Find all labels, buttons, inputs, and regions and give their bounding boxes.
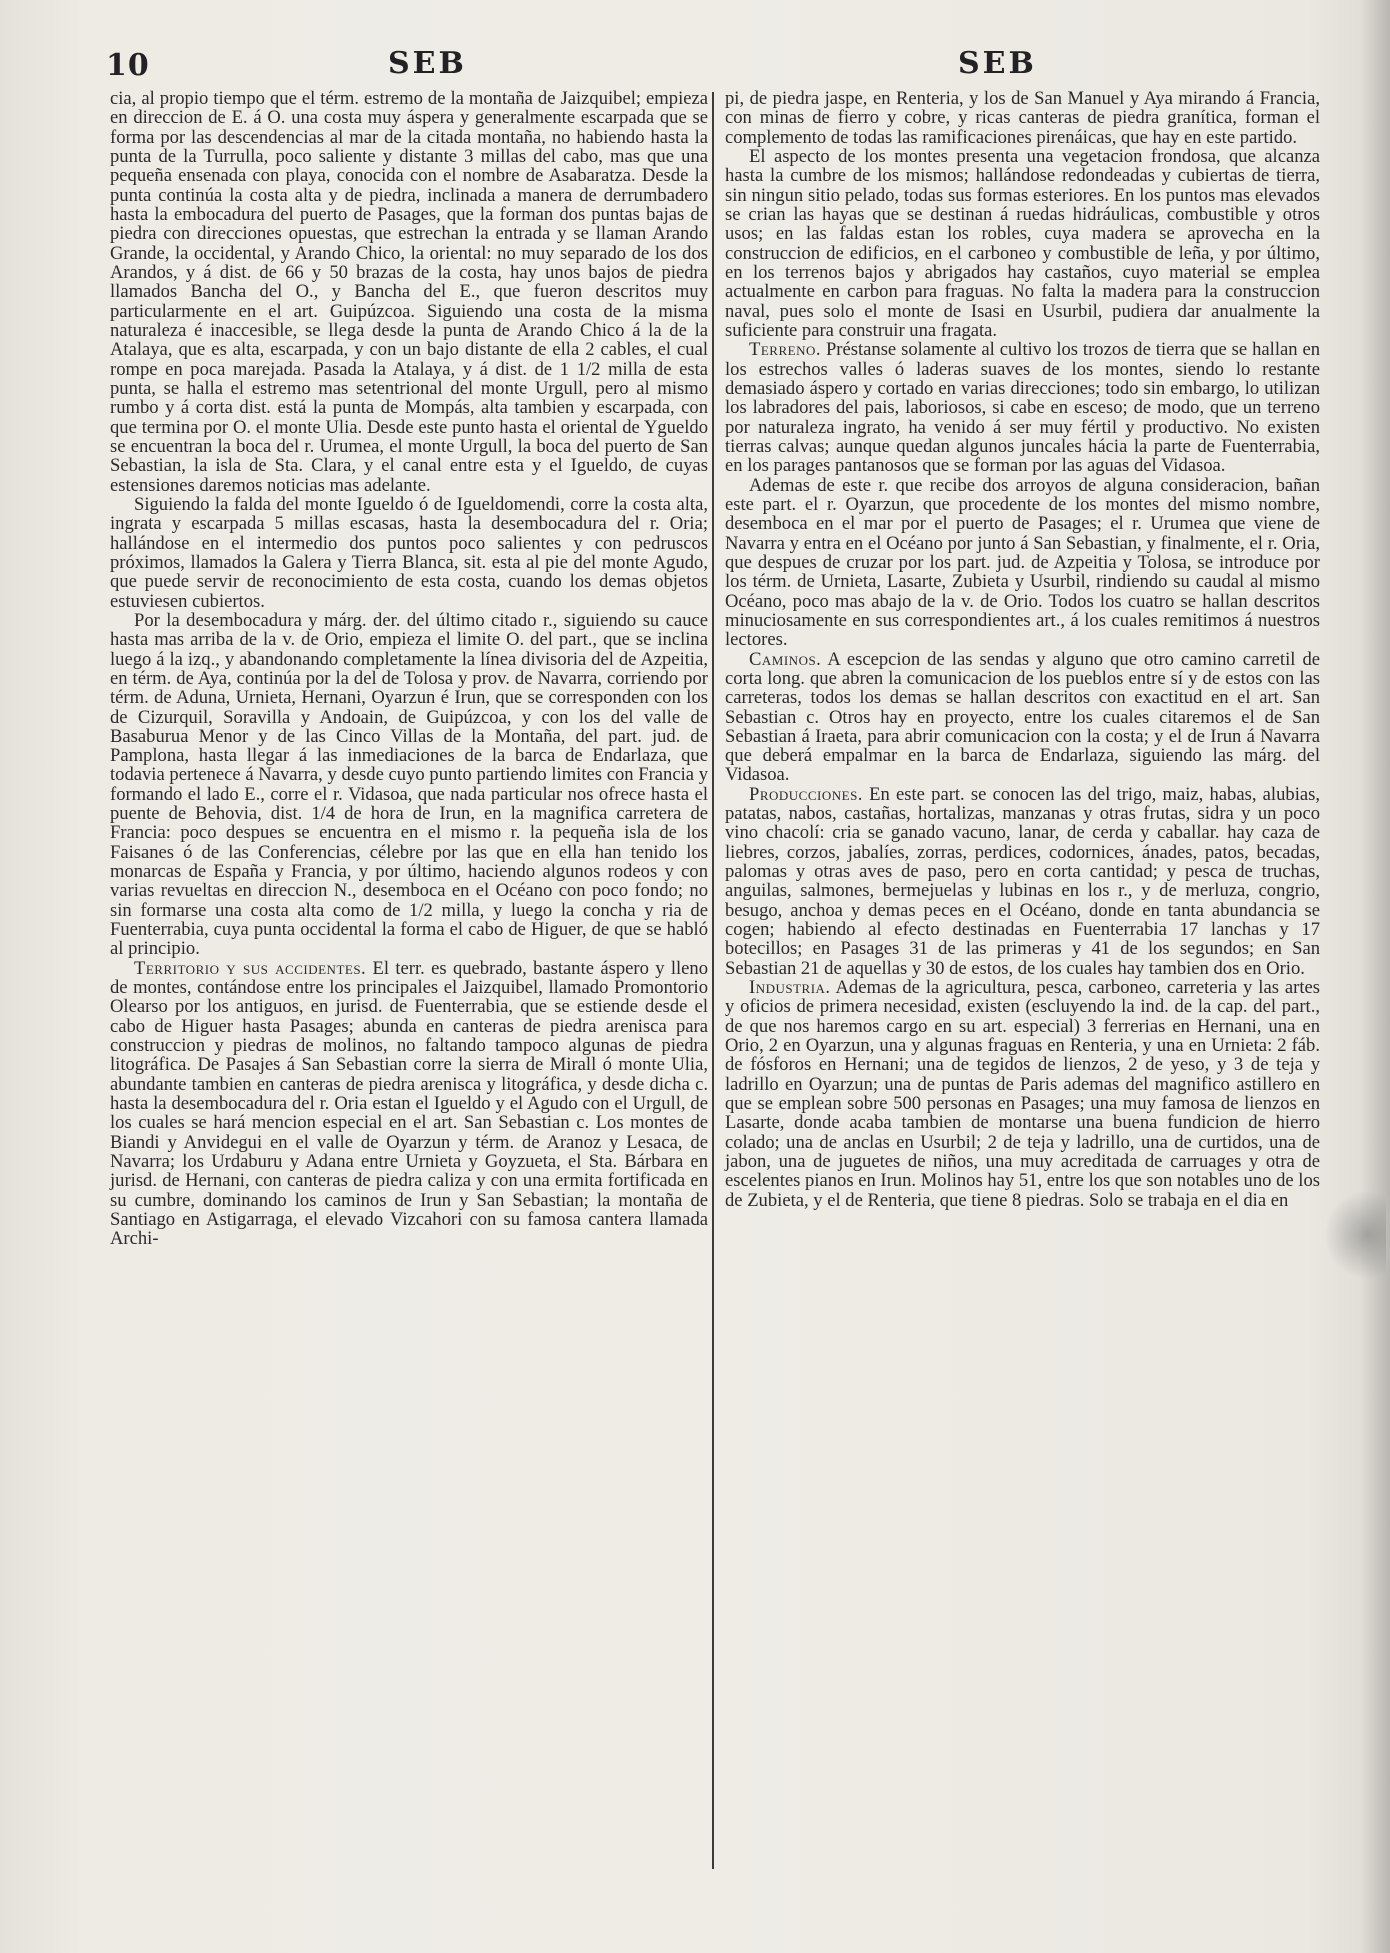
right-paragraph-4: Ademas de este r. que recibe dos arroyos de alguna consideracion, bañan este part. el r. Oyarzun, que procedente de los montes del mismo nombre, desemboca en el mar por el puerto de Pasages; el r. Urumea que viene de Navarra y entra en el Océano por junto á San Sebastian, y finalmente, el r. Oria, que despues de cruzar por los part. jud. de Azpeitia y Tolosa, se introduce por los térm. de Urnieta, Lasarte, Zubieta y Usurbil, rindiendo su caudal al mismo Océano, poco mas abajo de la v. de Orio. Todos los cuatro se hallan descritos minuciosamente en sus correspondientes art., á los cuales remitimos á nuestros lectores. (725, 474, 1320, 651)
page-stain (1324, 1190, 1386, 1280)
left-paragraph-4 (110, 959, 708, 1249)
section-text-producciones: En este part. se conocen las del trigo, maiz, habas, alubias, patatas, nabos, castañas, hortalizas, manzanas y otras frutas, sidra y un poco vino chacolí: cria se ganado vacuno, lanar, de cerda y caballar. hay caza de liebres, corzos, jabalíes, zorras, perdices, codornices, ánades, patos, becadas, palomas y otras aves de paso, pero en corta cantidad; y pesca de truchas, anguilas, salmones, bermejuelas y lubinas en los r., y de merluza, congrio, besugo, anchoa y demas peces en el Océano, donde en tanta abundancia se cogen; habiendo al efecto destinadas en Fuenterrabia 17 lanchas y 17 botecillos; en Pasages 31 de las primeras y 41 de los segundos; en San Sebastian 21 de aquellas y 30 de estos, de los cuales hay tambien dos en Orio. (725, 783, 1320, 979)
page-number: 10 (106, 48, 150, 83)
page-edge-shadow (1360, 0, 1390, 1953)
section-heading-producciones: Producciones. (749, 783, 863, 805)
running-head-left: SEB (388, 46, 467, 81)
right-paragraph-6 (725, 785, 1320, 978)
left-paragraph-2: Siguiendo la falda del monte Igueldo ó de Igueldomendi, corre la costa alta, ingrata y escarpada 5 millas escasas, hasta la desembocadura del r. Oria; hallándose en el intermedio dos puntos poco salientes y con pedruscos próximos, llamados la Galera y Tierra Blanca, sit. esta al pie del monte Agudo, que puede servir de reconocimiento de esta costa, cuando los demas objetos estuviesen cubiertos. (110, 493, 708, 612)
section-text-territorio: El terr. es quebrado, bastante áspero y lleno de montes, contándose entre los principales el Jaizquibel, llamado Promontorio Olearso por los antiguos, en jurisd. de Fuenterrabia, que se estiende desde el cabo de Higuer hasta Pasages; abunda en canteras de piedra arenisca para construccion y piedras de molinos, no faltando tampoco algunas de piedra litográfica. De Pasajes á San Sebastian corre la sierra de Mirall ó monte Ulia, abundante tambien en canteras de piedra arenisca y litográfica, y desde dicha c. hasta la desembocadura del r. Oria estan el Igueldo y el Agudo con el Urgull, de los cuales se hará mencion especial en el art. San Sebastian c. Los montes de Biandi y Anvidegui en el valle de Oyarzun y térm. de Aranoz y Lesaca, de Navarra; los Urdaburu y Adana entre Urnieta y Goyzueta, el Sta. Bárbara en jurisd. de Hernani, con canteras de piedra caliza y con una ermita fortificada en su cumbre, dominando los caminos de Irun y San Sebastian; la montaña de Santiago en Astigarraga, el elevado Vizcahori con su famosa cantera llamada Archi- (110, 957, 708, 1250)
right-paragraph-7 (725, 978, 1320, 1210)
left-paragraph-3: Por la desembocadura y márg. der. del último citado r., siguiendo su cauce hasta mas arriba de la v. de Orio, empieza el limite O. del part., que se inclina luego á la izq., y abandonando completamente la línea divisoria del de Azpeitia, en térm. de Aya, continúa por la del de Tolosa y prov. de Navarra, corriendo por térm. de Aduna, Urnieta, Hernani, Oyarzun é Irun, que se corresponden con los de Cizurquil, Soravilla y Andoain, de Guipúzcoa, y con los del valle de Basaburua Menor y de las Cinco Villas de la Montaña, del part. jud. de Pamplona, hasta llegar á las inmediaciones de la barca de Endarlaza, que todavia pertenece á Navarra, y desde cuyo punto partiendo limites con Francia y formando el lado E., corre el r. Vidasoa, que nada particular nos ofrece hasta el puente de Behovia, dist. 1/4 de hora de Irun, en la magnifica carretera de Francia: poco despues se encuentra en el mismo r. la pequeña isla de los Faisanes ó de las Conferencias, célebre por las que en ella han tenido los monarcas de España y Francia, y por último, haciendo algunos rodeos y con varias revueltas en direccion N., desemboca en el Océano con poco fondo; no sin formarse una costa alta como de 1/2 milla, y luego la concha y ria de Fuenterrabia, cuya punta occidental la forma el cabo de Higuer, de que se habló al principio. (110, 609, 708, 960)
section-text-terreno: Préstanse solamente al cultivo los trozos de tierra que se hallan en los estrechos valles ó laderas suaves de los montes, siendo lo restante demasiado áspero y cortado en varias direcciones; todo sin embargo, lo utilizan los labradores del pais, laboriosos, si cabe en esceso; de modo, que un terreno por naturaleza ingrato, ha venido á ser muy fértil y productivo. No existen tierras calvas; aunque quedan algunos juncales hácia la parte de Fuenterrabia, en los parages pantanosos que se forman por las aguas del Vidasoa. (725, 339, 1321, 477)
right-paragraph-5 (725, 650, 1320, 785)
right-paragraph-1: pi, de piedra jaspe, en Renteria, y los de San Manuel y Aya mirando á Francia, con minas de fierro y cobre, y ricas canteras de piedra granítica, forman el complemento de todas las ramificaciones pirenáicas, que hay en este partido. (725, 88, 1320, 148)
section-heading-territorio: Territorio y sus accidentes. (134, 957, 367, 979)
section-heading-industria: Industria. (749, 977, 831, 999)
section-heading-terreno: Terreno. (749, 339, 822, 361)
left-column (110, 89, 708, 1249)
right-paragraph-2: El aspecto de los montes presenta una vegetacion frondosa, que alcanza hasta la cumbre de los mismos; hallándose redondeadas y cubiertas de tierra, sin ningun sitio pelado, todas sus formas esteriores. En los puntos mas elevados se crian las hayas que se destinan á ruedas hidráulicas, combustible y otros usos; en las faldas estan los robles, cuya madera se aprovecha en la construccion de edificios, en el carboneo y combustible de leña, y por último, en los terrenos bajos y abrigados hay castaños, cuyo material se emplea actualmente en carbon para fraguas. No falta la madera para la construccion naval, pues solo el monte de Isasi en Usurbil, pudiera dar anualmente la suficiente para construir una fragata. (725, 145, 1320, 341)
running-head-right: SEB (958, 46, 1037, 81)
right-column (725, 89, 1320, 1210)
right-paragraph-3 (725, 340, 1320, 475)
section-text-industria: Ademas de la agricultura, pesca, carboneo, carreteria y las artes y oficios de primera necesidad, existen (escluyendo la ind. de la cap. del part., de que nos haremos cargo en su art. especial) 3 ferrerias en Hernani, una en Orio, 2 en Oyarzun, una y algunas fraguas en Renteria, y una en Urnieta: 2 fáb. de fósforos en Hernani; una de tegidos de lienzos, 2 de yeso, y 3 de teja y ladrillo en Oyarzun; una de puntas de Paris ademas del magnifico astillero en que se emplean sobre 500 personas en Pasages; una muy famosa de lienzos en Lasarte, donde acaba tambien de montarse una buena fundicion de hierro colado; una de anclas en Usurbil; 2 de teja y ladrillo, una de curtidos, una de jabon, una de juguetes de niños, una muy acreditada de carruages y otra de escelentes pianos en Irun. Molinos hay 51, entre los que son notables uno de los de Zubieta, y el de Renteria, que tiene 8 piedras. Solo se trabaja en el dia en (725, 977, 1320, 1211)
section-text-caminos: A escepcion de las sendas y alguno que otro camino carretil de corta long. que abren la comunicacion de los pueblos entre sí y de estos con las carreteras, todos los demas se hallan descritos con exactitud en el art. San Sebastian c. Otros hay en proyecto, entre los cuales citaremos el de San Sebastian á Iraeta, para abrir comunicacion con la costa; y el de Irun á Navarra que deberá empalmar en la barca de Endarlaza, siguiendo las márg. del Vidasoa. (725, 648, 1321, 786)
column-rule (712, 92, 714, 1869)
section-heading-caminos: Caminos. (749, 648, 822, 670)
left-paragraph-1: cia, al propio tiempo que el térm. estremo de la montaña de Jaizquibel; empieza en direccion de E. á O. una costa muy áspera y generalmente escarpada que se forma por las descendencias al mar de la citada montaña, no habiendo hasta la punta de la Turrulla, poco saliente y distante 3 millas del cabo, mas que una pequeña ensenada con playa, conocida con el nombre de Asabaratza. Desde la punta continúa la costa alta y de piedra, inclinada a manera de derrumbadero hasta la embocadura del puerto de Pasages, que la forman dos puntas bajas de piedra con direcciones opuestas, que estrechan la entrada y se llaman Arando Grande, la occidental, y Arando Chico, la oriental: no muy separado de los dos Arandos, y á dist. de 66 y 50 brazas de la costa, hay unos bajos de piedra llamados Bancha del O., y Bancha del E., que fueron descritos muy particularmente en el art. Guipúzcoa. Siguiendo una costa de la misma naturaleza é inaccesible, se llega desde la punta de Arando Chico á la de la Atalaya, que es alta, escarpada, y con un bajo distante de ella 2 cables, el cual rompe en poca marejada. Pasada la Atalaya, y á dist. de 1 1/2 milla de esta punta, se halla el estremo mas setentrional del monte Urgull, pero al mismo rumbo y á corta dist. está la punta de Mompás, alta tambien y escarpada, con que termina por O. el monte Ulia. Desde este punto hasta el oriental de Ygueldo se encuentran la boca del r. Urumea, el monte Urgull, la boca del puerto de San Sebastian, la isla de Sta. Clara, y el canal entre esta y el Igueldo, de cuyas estensiones daremos noticias mas adelante. (110, 88, 708, 496)
